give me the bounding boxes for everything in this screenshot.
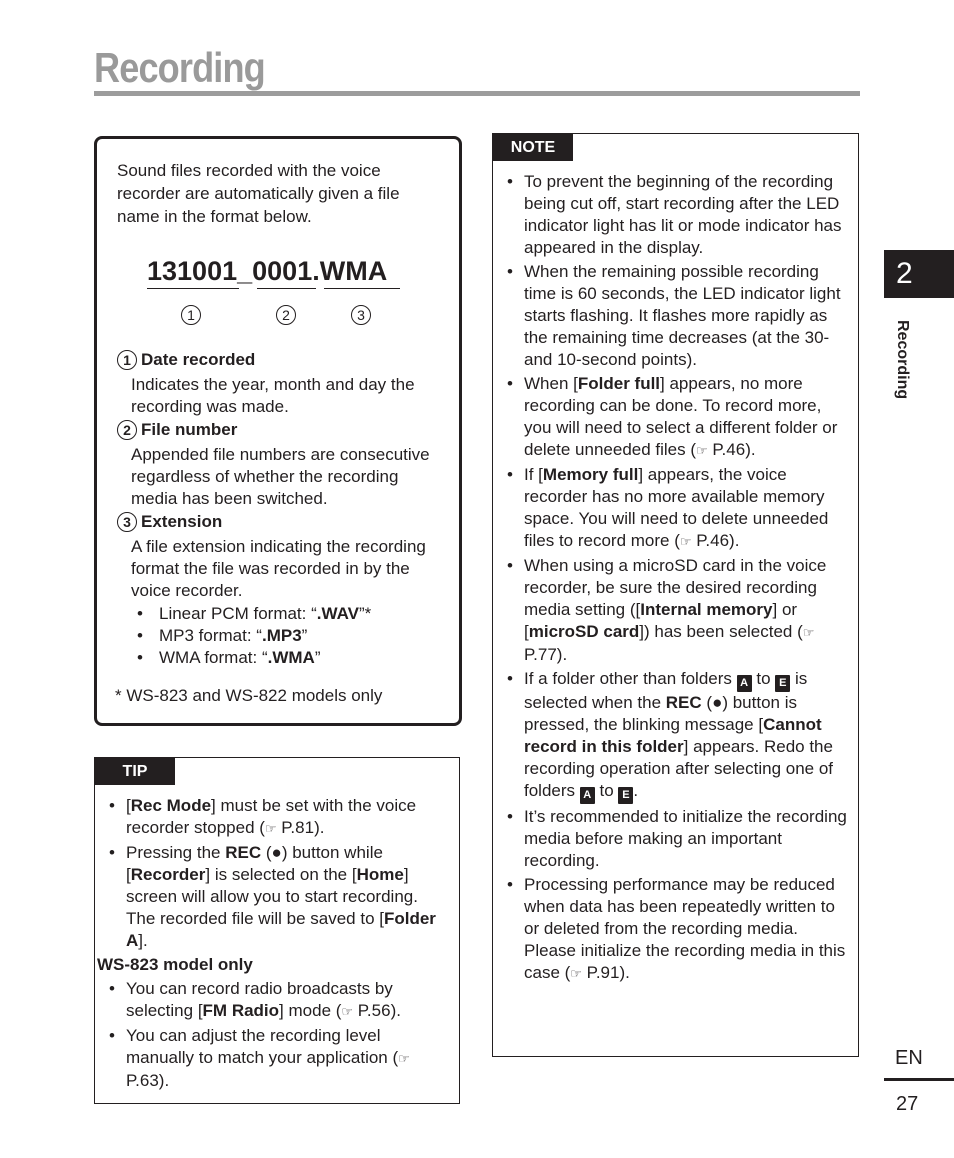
note-item: • If a folder other than folders A to E is selected when the REC (●) button is pressed, the blinking message [Cannot record in this folder] appears. Redo the recording operation after selecting one of folders A to E . xyxy=(507,668,849,804)
pointing-hand-icon: ☞ xyxy=(696,443,708,458)
filename-extension: .WMA xyxy=(312,256,388,286)
format-label: Linear PCM format: “ xyxy=(159,604,317,623)
def-extension-heading xyxy=(117,510,222,533)
footnote: * WS-823 and WS-822 models only xyxy=(115,686,383,705)
format-ext: .MP3 xyxy=(261,626,302,645)
format-ext: .WAV xyxy=(316,604,359,623)
note-item: • If [Memory full] appears, the voice recorder has no more available memory space. You will need to delete unneeded files to record more (☞ P.46). xyxy=(507,464,849,553)
format-tail: ”* xyxy=(358,604,372,623)
tip-box xyxy=(94,757,460,1104)
page-number: 27 xyxy=(896,1093,919,1115)
format-tail: ” xyxy=(314,648,321,667)
pointing-hand-icon: ☞ xyxy=(802,625,815,640)
pointing-hand-icon: ☞ xyxy=(398,1051,410,1066)
def-number-marker: 2 xyxy=(117,420,137,440)
tip-list xyxy=(97,795,449,1094)
folder-a-icon: A xyxy=(737,675,752,692)
note-item: • When the remaining possible recording time is 60 seconds, the LED indicator light starts flashing. It flashes more rapidly as the remaining time decreases (at the 30- and 10-second points). xyxy=(507,261,849,371)
marker-3: 3 xyxy=(351,305,371,325)
rec-dot-icon: ● xyxy=(712,693,723,712)
tip-subheading: WS-823 model only xyxy=(97,955,253,974)
note-item: • When using a microSD card in the voice recorder, be sure the desired recording media setting ([Internal memory] or [microSD card]) has been selected (☞ P.77). xyxy=(507,555,849,666)
format-label: MP3 format: “ xyxy=(159,626,262,645)
folder-e-icon: E xyxy=(775,675,790,692)
tip-item: • You can adjust the recording level manually to match your application (☞ P.63). xyxy=(109,1025,449,1092)
intro-text: Sound files recorded with the voice recorder are automatically given a file name in the format below. xyxy=(117,161,400,226)
pointing-hand-icon: ☞ xyxy=(570,966,582,981)
format-item-wav xyxy=(137,603,371,625)
number-underline xyxy=(257,288,316,289)
language-label: EN xyxy=(895,1047,923,1069)
date-underline xyxy=(147,288,239,289)
format-list xyxy=(137,603,371,669)
def-date-title: Date recorded xyxy=(141,350,256,369)
folder-a-icon: A xyxy=(580,787,595,804)
def-extension-body: A file extension indicating the recording format the file was recorded in by the voice recorder. xyxy=(131,537,426,600)
language-rule xyxy=(884,1078,954,1081)
def-number-title: File number xyxy=(141,420,238,439)
marker-1: 1 xyxy=(181,305,201,325)
def-date-marker: 1 xyxy=(117,350,137,370)
def-extension-title: Extension xyxy=(141,512,223,531)
def-number-body: Appended file numbers are consecutive regardless of whether the recording media has been switched. xyxy=(131,445,430,508)
format-item-mp3 xyxy=(137,625,371,647)
tip-item: • Pressing the REC (●) button while [Recorder] is selected on the [Home] screen will allow you to start recording. The recorded file will be saved to [Folder A]. xyxy=(109,842,449,952)
marker-2: 2 xyxy=(276,305,296,325)
def-date-heading xyxy=(117,348,255,371)
rec-dot-icon: ● xyxy=(271,843,282,862)
pointing-hand-icon: ☞ xyxy=(264,821,277,836)
folder-e-icon: E xyxy=(618,787,633,804)
file-name-info-box xyxy=(94,136,462,726)
page-title: Recording xyxy=(94,44,265,91)
tip-label: TIP xyxy=(95,758,175,785)
note-list xyxy=(507,171,849,987)
def-extension-marker: 3 xyxy=(117,512,137,532)
note-label: NOTE xyxy=(493,134,573,161)
extension-underline xyxy=(324,288,400,289)
filename-number: 0001 xyxy=(252,256,313,286)
format-tail: ” xyxy=(301,626,308,645)
note-item: • It’s recommended to initialize the recording media before making an important recording. xyxy=(507,806,849,872)
format-label: WMA format: “ xyxy=(159,648,268,667)
filename-example xyxy=(147,256,387,287)
note-item: • When [Folder full] appears, no more recording can be done. To record more, you will need to select a different folder or delete unneeded files (☞ P.46). xyxy=(507,373,849,462)
note-box xyxy=(492,133,859,1057)
chapter-tab: 2 xyxy=(884,250,954,298)
pointing-hand-icon: ☞ xyxy=(341,1004,354,1019)
filename-date: 131001 xyxy=(147,256,238,286)
def-date-body: Indicates the year, month and day the recording was made. xyxy=(131,375,415,416)
filename-separator: _ xyxy=(237,256,253,286)
title-rule xyxy=(94,91,860,96)
note-item: • To prevent the beginning of the recording being cut off, start recording after the LED indicator light has lit or mode indicator has appeared in the display. xyxy=(507,171,849,259)
tip-item: • [Rec Mode] must be set with the voice recorder stopped (☞ P.81). xyxy=(109,795,449,840)
pointing-hand-icon: ☞ xyxy=(679,534,692,549)
format-ext: .WMA xyxy=(267,648,315,667)
tip-item: • You can record radio broadcasts by selecting [FM Radio] mode (☞ P.56). xyxy=(109,978,449,1023)
def-number-heading xyxy=(117,418,237,441)
format-item-wma xyxy=(137,647,371,669)
note-item: • Processing performance may be reduced when data has been repeatedly written to or deleted from the recording media. Please initialize the recording media in this case (☞ P.91). xyxy=(507,874,849,985)
chapter-side-label: Recording xyxy=(894,320,911,400)
